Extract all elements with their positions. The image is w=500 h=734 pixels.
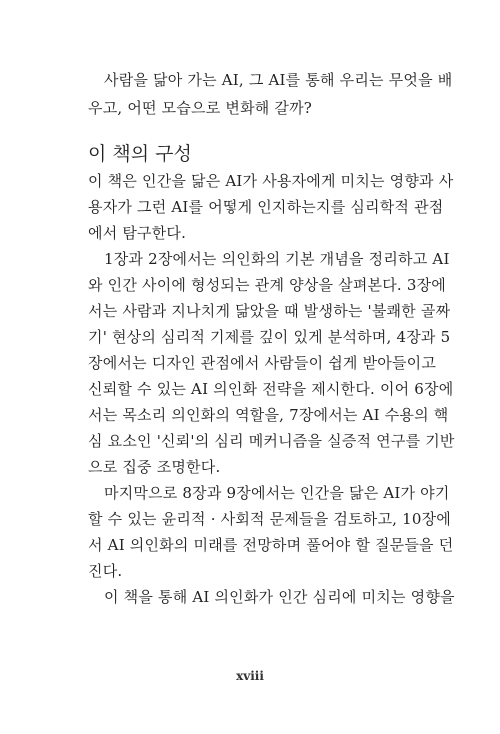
text-line: 이 책을 통해 AI 의인화가 인간 심리에 미치는 영향을: [104, 588, 455, 606]
text-line: 장에서는 디자인 관점에서 사람들이 쉽게 받아들이고: [88, 354, 437, 372]
text-line: 이 책은 인간을 닮은 AI가 사용자에게 미치는 영향과 사: [88, 172, 454, 190]
text-line: 신뢰할 수 있는 AI 의인화 전략을 제시한다. 이어 6장에: [88, 380, 454, 398]
section-heading: 이 책의 구성: [88, 143, 192, 165]
text-line: 서는 목소리 의인화의 역할을, 7장에서는 AI 수용의 핵: [88, 406, 449, 424]
text-line: 와 인간 사이에 형성되는 관계 양상을 살펴본다. 3장에: [88, 276, 446, 294]
text-line: 마지막으로 8장과 9장에서는 인간을 닮은 AI가 야기: [104, 484, 450, 502]
text-line: 사람을 닮아 가는 AI, 그 AI를 통해 우리는 무엇을 배: [104, 71, 453, 89]
text-line: 우고, 어떤 모습으로 변화해 갈까?: [88, 99, 313, 117]
text-line: 1장과 2장에서는 의인화의 기본 개념을 정리하고 AI: [104, 250, 450, 268]
text-line: 용자가 그런 AI를 어떻게 인지하는지를 심리학적 관점: [88, 198, 444, 216]
text-line: 할 수 있는 윤리적 · 사회적 문제들을 검토하고, 10장에: [88, 510, 451, 528]
page-number: xviii: [236, 669, 264, 683]
text-line: 서는 사람과 지나치게 닮았을 때 발생하는 '불쾌한 골짜: [88, 302, 451, 320]
text-line: 으로 집중 조명한다.: [88, 458, 221, 476]
text-line: 서 AI 의인화의 미래를 전망하며 풀어야 할 질문들을 던: [88, 536, 454, 554]
text-line: 진다.: [88, 562, 123, 580]
text-line: 기' 현상의 심리적 기제를 깊이 있게 분석하며, 4장과 5: [88, 328, 451, 346]
text-line: 에서 탐구한다.: [88, 224, 187, 242]
text-line: 심 요소인 '신뢰'의 심리 메커니즘을 실증적 연구를 기반: [88, 432, 455, 450]
